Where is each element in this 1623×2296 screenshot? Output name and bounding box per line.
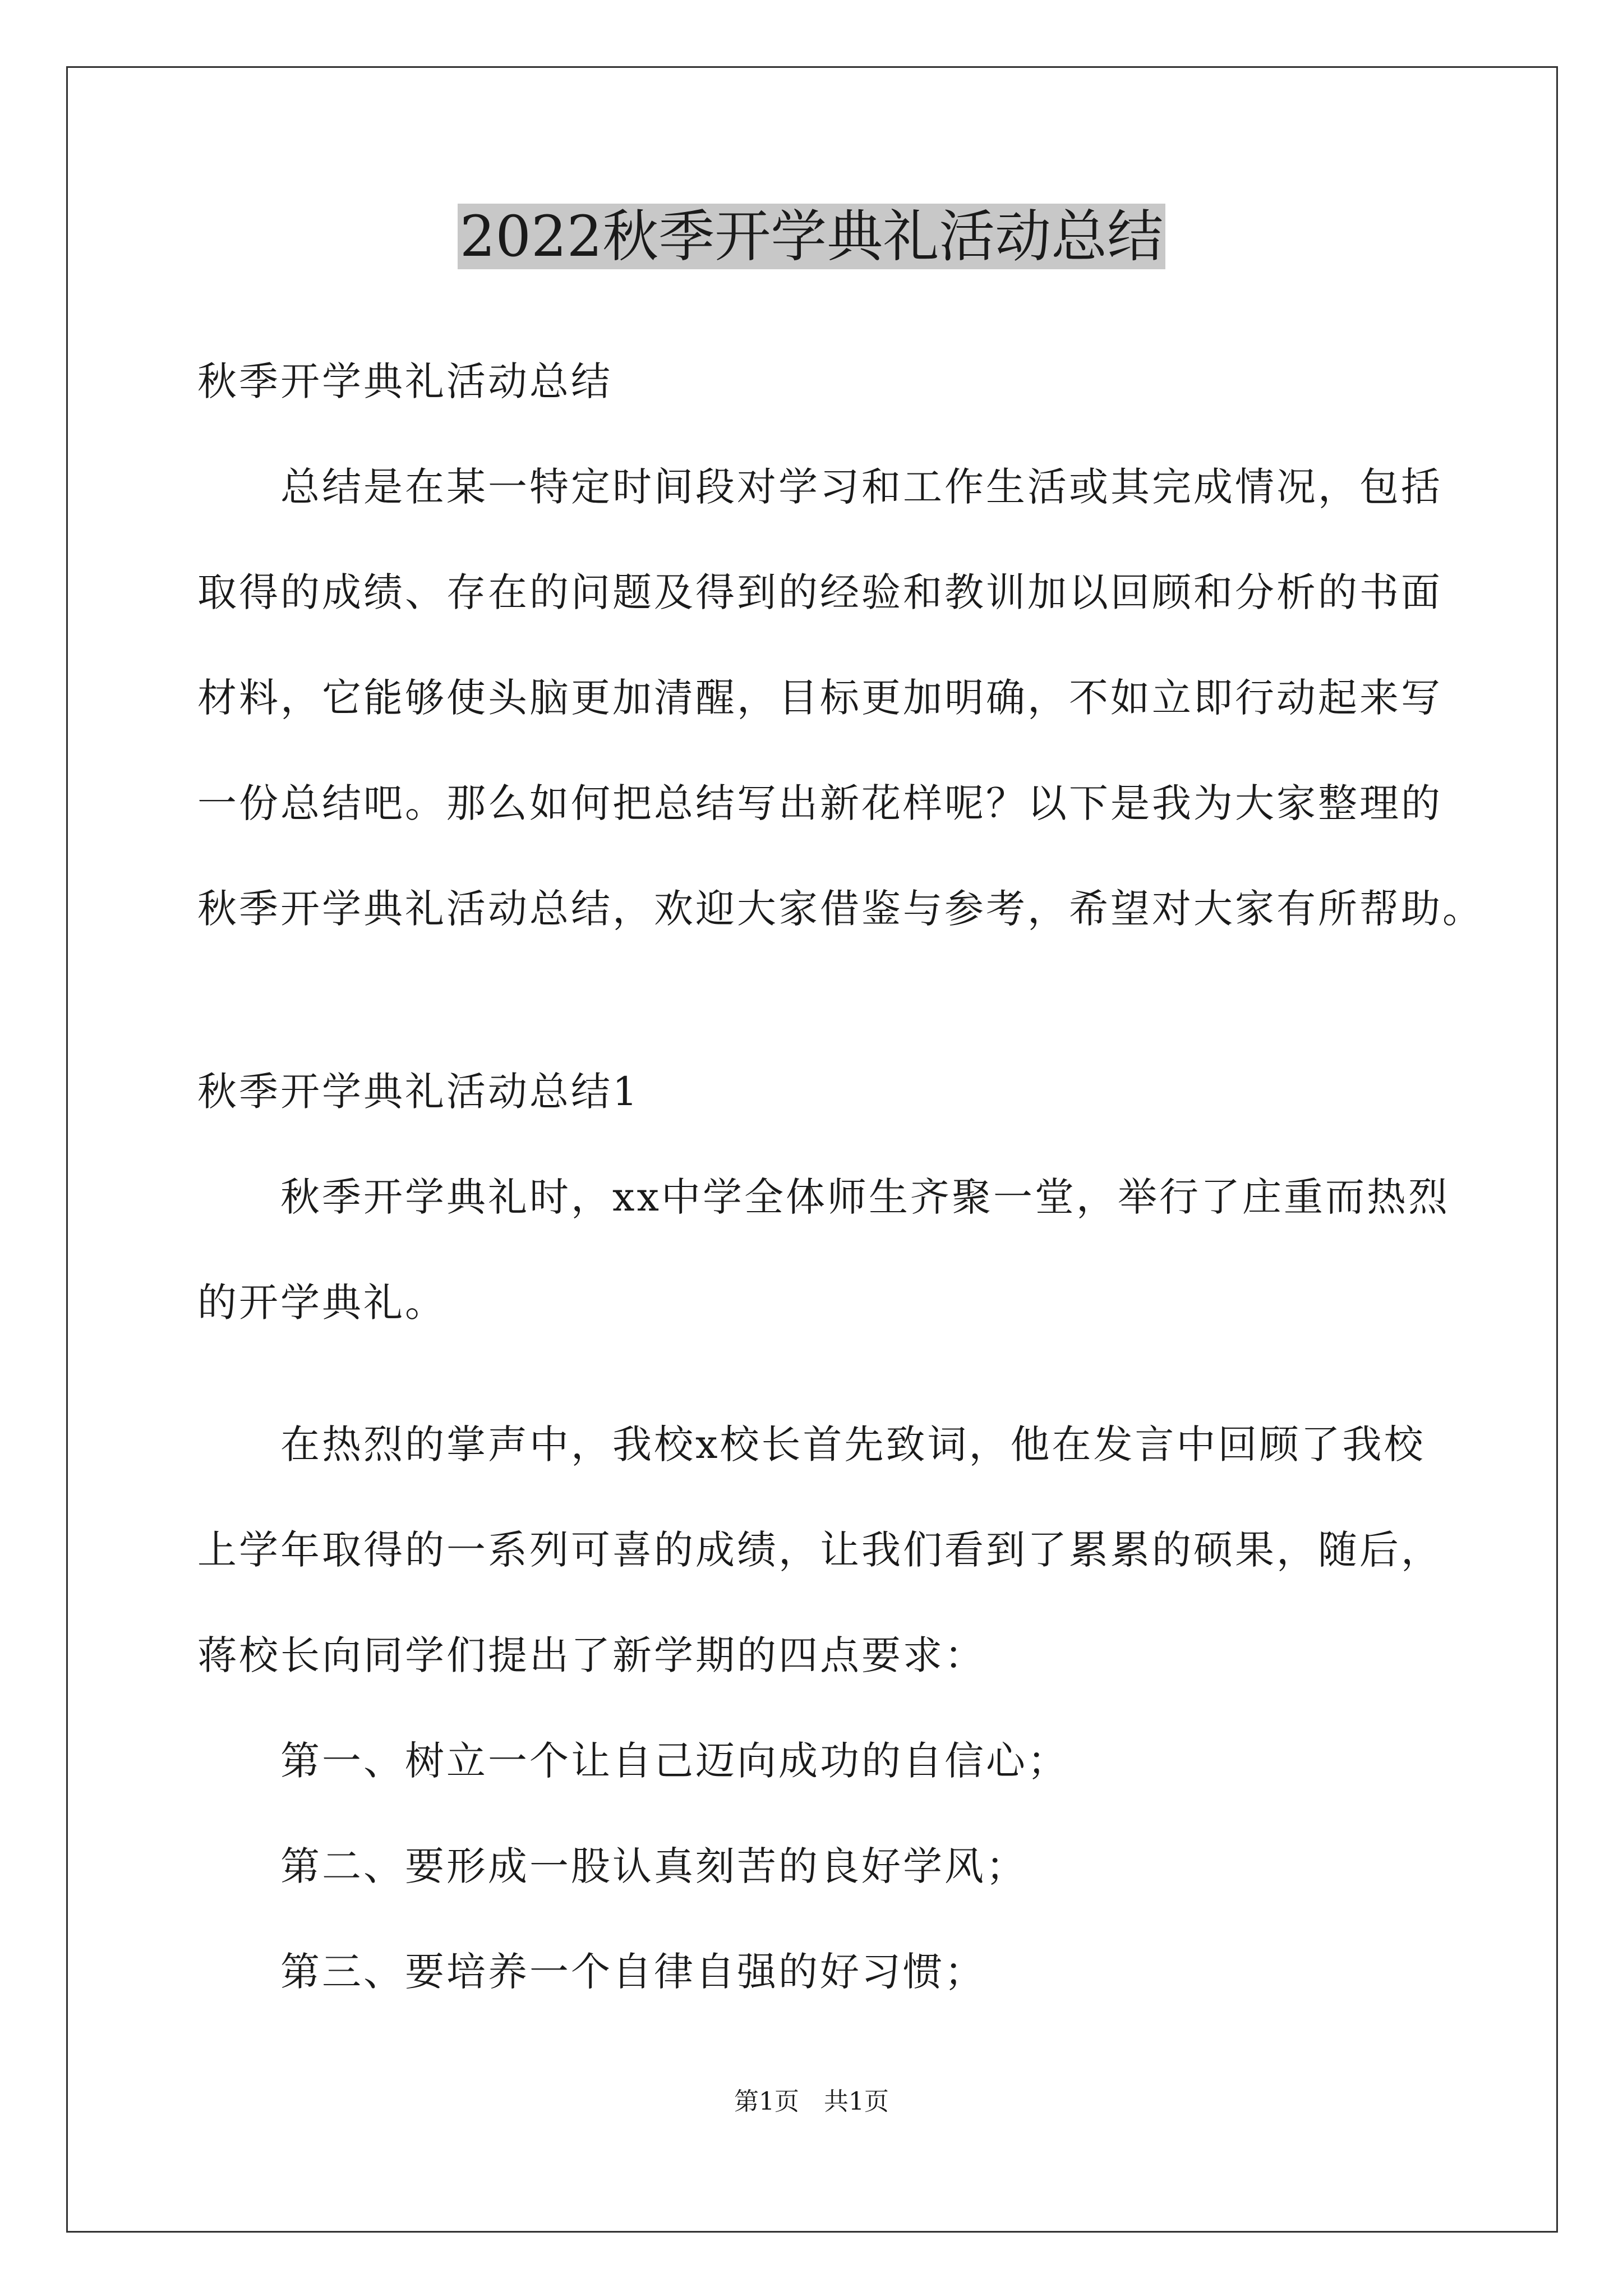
requirement-1: 第一、树立一个让自己迈向成功的自信心； — [280, 1738, 1069, 1784]
page-number-footer: 第1页 共1页 — [734, 2087, 889, 2116]
section1-para2-line-2: 上学年取得的一系列可喜的成绩，让我们看到了累累的硕果，随后， — [197, 1527, 1442, 1573]
section1-para1-line-1: 秋季开学典礼时，xx中学全体师生齐聚一堂，举行了庄重而热烈 — [280, 1174, 1450, 1220]
section1-heading: 秋季开学典礼活动总结1 — [197, 1069, 640, 1115]
section1-para2-line-3: 蒋校长向同学们提出了新学期的四点要求： — [197, 1632, 986, 1678]
section1-para1-line-2: 的开学典礼。 — [197, 1280, 446, 1326]
intro-line-1: 总结是在某一特定时间段对学习和工作生活或其完成情况，包括 — [280, 464, 1442, 510]
document-title — [0, 197, 1623, 276]
requirement-2: 第二、要形成一股认真刻苦的良好学风； — [280, 1843, 1027, 1889]
document-subtitle: 秋季开学典礼活动总结 — [197, 358, 612, 404]
requirement-3: 第三、要培养一个自律自强的好习惯； — [280, 1949, 986, 1995]
intro-line-2: 取得的成绩、存在的问题及得到的经验和教训加以回顾和分析的书面 — [197, 569, 1442, 615]
document-title-text: 2022秋季开学典礼活动总结 — [458, 204, 1166, 269]
intro-line-5: 秋季开学典礼活动总结，欢迎大家借鉴与参考，希望对大家有所帮助。 — [197, 886, 1484, 932]
section1-para2-line-1: 在热烈的掌声中，我校x校长首先致词，他在发言中回顾了我校 — [280, 1421, 1426, 1467]
intro-line-4: 一份总结吧。那么如何把总结写出新花样呢？以下是我为大家整理的 — [197, 780, 1442, 826]
intro-line-3: 材料，它能够使头脑更加清醒，目标更加明确，不如立即行动起来写 — [197, 675, 1442, 721]
